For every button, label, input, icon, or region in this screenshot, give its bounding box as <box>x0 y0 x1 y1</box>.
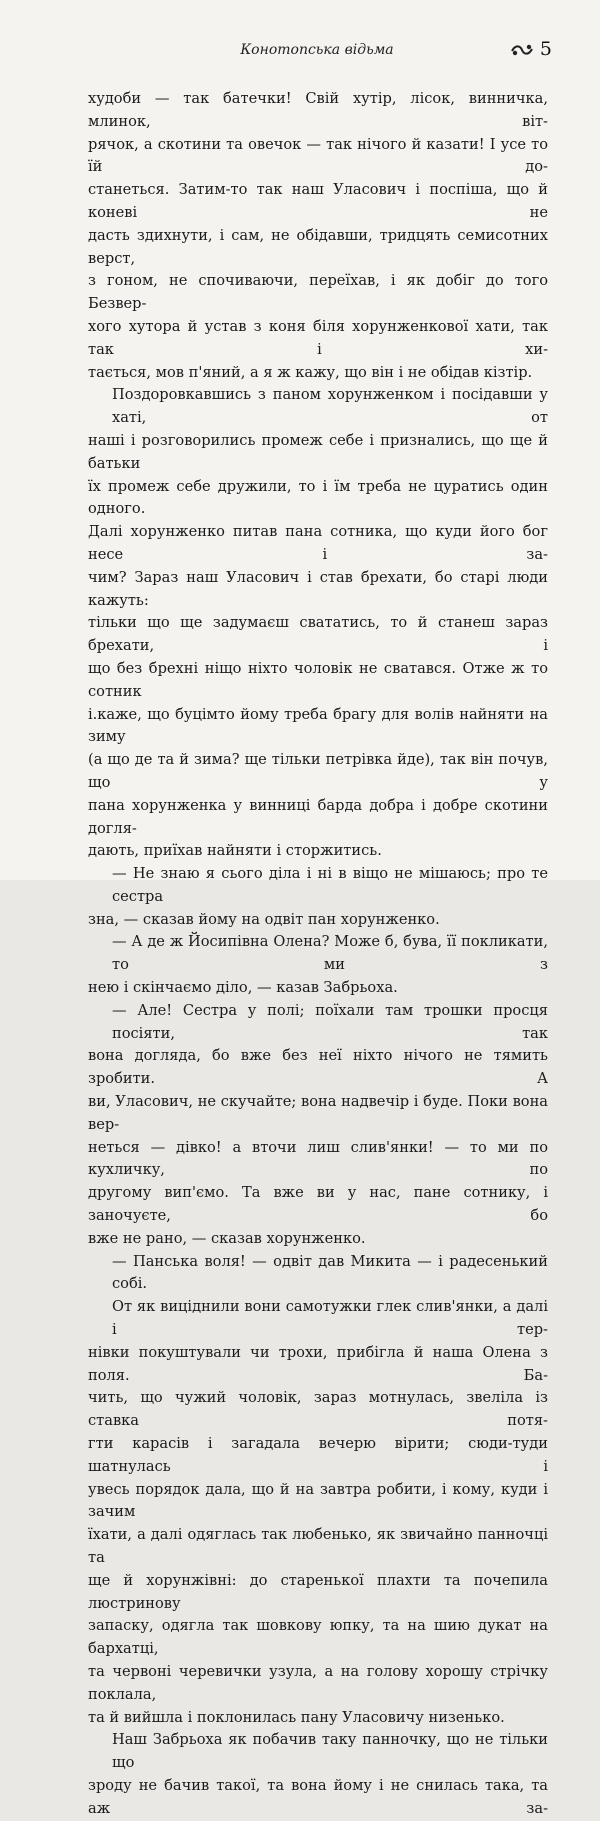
text-line: увесь порядок дала, що й на завтра робити, і кому, куди і зачим <box>88 1480 548 1521</box>
text-line: дають, приїхав найняти і сторжитись. <box>88 842 382 860</box>
text-line: ще й хорунжівні: до старенької плахти та почепила люстринову <box>88 1571 548 1612</box>
text-line: та й вийшла і поклонилась пану Уласовичу низенько. <box>88 1708 505 1726</box>
text-line: чим? Зараз наш Уласович і став брехати, бо старі люди кажуть: <box>88 568 548 609</box>
text-line: — Панська воля! — одвіт дав Микита — і радесенький собі. <box>112 1252 548 1293</box>
text-line: дасть здихнути, і сам, не обідавши, тридцять семисотних верст, <box>88 226 548 267</box>
text-line: зроду не бачив такої, та вона йому і не снилась така, та аж за- <box>88 1776 548 1817</box>
text-line: худоби — так батечки! Свій хутір, лісок, винничка, млинок, віт- <box>88 90 548 130</box>
text-line: станеться. Затим-то так наш Уласович і поспіша, що й коневі не <box>88 181 548 221</box>
text-line: ви, Уласович, не скучайте; вона надвечір і буде. Поки вона вер- <box>88 1093 548 1133</box>
text-line: з гоном, не спочиваючи, переїхав, і як добіг до того Безвер- <box>88 272 548 313</box>
text-line: — Не знаю я сього діла і ні в віщо не мішаюсь; про те сестра <box>112 865 548 905</box>
text-line: рячок, а скотини та овечок — так нічого й казати! І усе то їй до- <box>88 135 548 176</box>
running-title: Конотопська відьма <box>240 42 394 58</box>
text-line: зна, — сказав йому на одвіт пан хорунженко. <box>88 910 440 928</box>
text-line: їх промеж себе дружили, то і їм треба не цуратись один одного. <box>88 477 548 518</box>
text-line: нею і скінчаємо діло, — казав Забрьоха. <box>88 979 398 997</box>
text-line: вже не рано, — сказав хорунженко. <box>88 1229 366 1247</box>
text-line: запаску, одягла так шовкову юпку, та на шию дукат на бархатці, <box>88 1617 548 1658</box>
body-text <box>88 88 548 1821</box>
running-header <box>82 40 552 68</box>
text-line: Наш Забрьоха як побачив таку панночку, що не тільки що <box>112 1731 548 1772</box>
text-line: тається, мов п'яний, а я ж кажу, що він і не обідав кізтір. <box>88 363 533 381</box>
text-line: неться — дівко! а вточи лиш слив'янки! — то ми по кухличку, по <box>88 1138 548 1179</box>
text-line: гти карасів і загадала вечерю вірити; сюди-туди шатнулась і <box>88 1435 548 1475</box>
text-line: що без брехні ніщо ніхто чоловік не сватався. Отже ж то сотник <box>88 659 548 700</box>
text-line: вона догляда, бо вже без неї ніхто нічого не тямить зробити. А <box>88 1047 548 1088</box>
swirl-ornament-icon <box>510 42 534 58</box>
text-line: хого хутора й устав з коня біля хорунженкової хати, так так і хи- <box>88 317 548 358</box>
text-line: От як виціднили вони самотужки глек слив'янки, а далі і тер- <box>112 1298 548 1339</box>
text-line: Поздоровкавшись з паном хорунженком і посідавши у хаті, от <box>112 386 548 427</box>
text-line: їхати, а далі одяглась так любенько, як звичайно панночці та <box>88 1526 548 1566</box>
text-line: чить, що чужий чоловік, зараз мотнулась, звеліла із ставка потя- <box>88 1389 548 1430</box>
text-line: другому вип'ємо. Та вже ви у нас, пане сотнику, і заночуєте, бо <box>88 1184 548 1225</box>
text-line: — Але! Сестра у полі; поїхали там трошки просця посіяти, так <box>112 1001 548 1042</box>
text-line: тільки що ще задумаєш свататись, то й станеш зараз брехати, і <box>88 614 548 655</box>
text-line: нівки покуштували чи трохи, прибігла й наша Олена з поля. Ба- <box>88 1343 548 1384</box>
text-line: та червоні черевички узула, а на голову хорошу стрічку поклала, <box>88 1662 548 1703</box>
text-line: пана хорунженка у винниці барда добра і добре скотини догля- <box>88 796 548 837</box>
page-number: 5 <box>539 38 552 60</box>
text-line: — А де ж Йосипівна Олена? Може б, бува, її покликати, то ми з <box>112 933 548 974</box>
text-line: і.каже, що буцімто йому треба брагу для волів найняти на зиму <box>88 705 548 746</box>
text-line: Далі хорунженко питав пана сотника, що куди його бог несе і за- <box>88 523 548 563</box>
text-line: наші і розговорились промеж себе і признались, що ще й батьки <box>88 431 548 472</box>
text-line: (а що де та й зима? ще тільки петрівка йде), так він почув, що у <box>88 751 548 791</box>
page-number-group <box>510 40 552 59</box>
